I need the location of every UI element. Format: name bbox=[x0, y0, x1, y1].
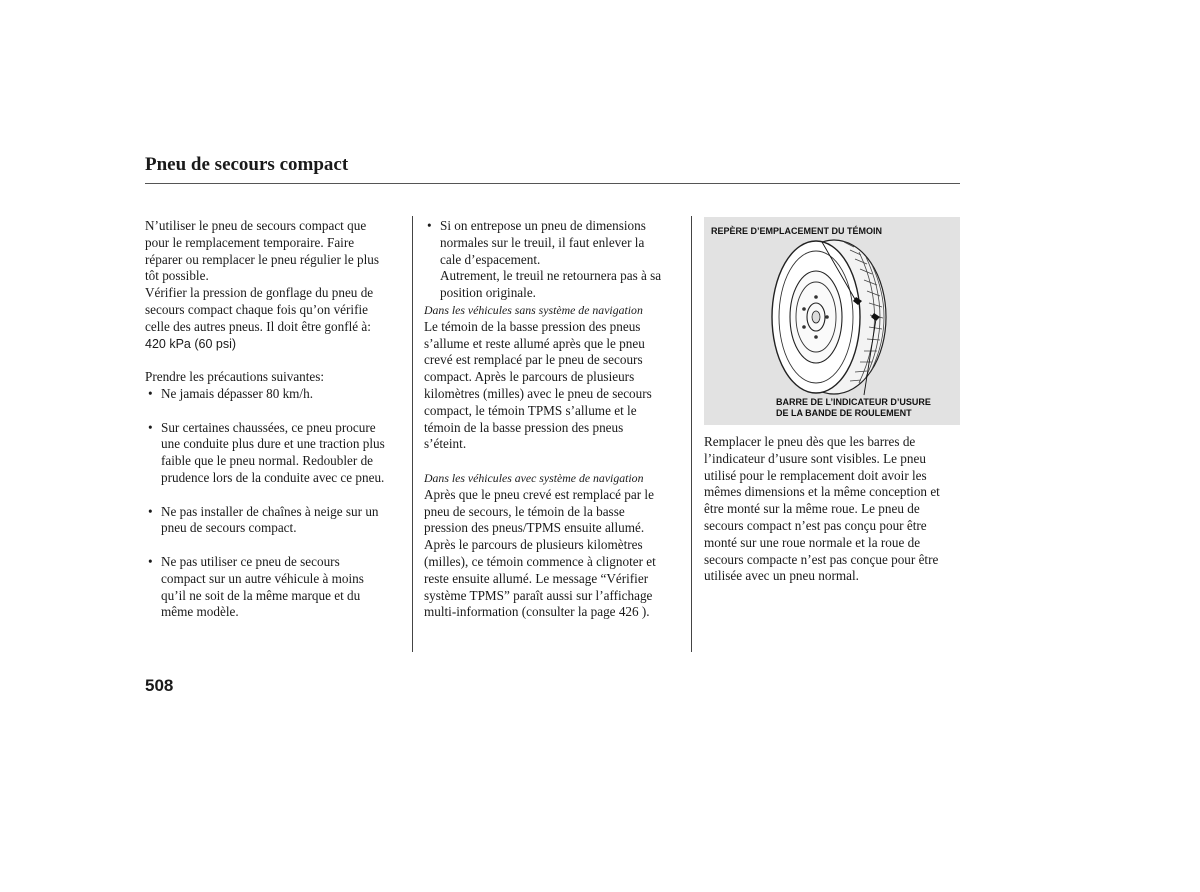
page-title: Pneu de secours compact bbox=[145, 154, 349, 175]
page-number: 508 bbox=[145, 676, 174, 695]
pressure-value: 420 kPa (60 psi) bbox=[145, 336, 237, 351]
column-1 bbox=[145, 218, 400, 621]
text-line: Le témoin de la basse pression des pneus bbox=[424, 318, 641, 334]
text-line: Après le parcours de plusieurs kilomètres bbox=[424, 537, 643, 553]
text-line: multi-information (consulter la page 426 ). bbox=[424, 604, 650, 620]
text-line: Ne jamais dépasser 80 km/h. bbox=[161, 385, 313, 401]
indicator-location-label: REPÈRE D’EMPLACEMENT DU TÉMOIN bbox=[711, 226, 883, 236]
column-2 bbox=[424, 218, 682, 621]
paragraph bbox=[424, 487, 682, 621]
text-line: compact, le témoin TPMS s’allume et le bbox=[424, 402, 637, 418]
text-line: pneu de secours compact. bbox=[161, 520, 297, 536]
bullet-icon: • bbox=[427, 218, 432, 233]
column-divider bbox=[412, 216, 413, 652]
text-line: monté sur une roue normale et la roue de bbox=[704, 534, 921, 550]
text-line: reste ensuite allumé. Le message “Vérifier bbox=[424, 570, 649, 586]
text-line: prudence lors de la conduite avec ce pneu. bbox=[161, 469, 385, 485]
text-line: Remplacer le pneu dès que les barres de bbox=[704, 434, 916, 449]
list-item bbox=[424, 218, 682, 302]
text-line: même modèle. bbox=[161, 604, 239, 620]
text-line: secours compacte n’est pas conçue pour être bbox=[704, 551, 939, 567]
text-line: secours compact n’est pas conçu pour être bbox=[704, 517, 927, 533]
paragraph bbox=[145, 218, 400, 285]
tire-illustration bbox=[704, 217, 960, 425]
text-line: Sur certaines chaussées, ce pneu procure bbox=[161, 419, 376, 435]
text-line: utilisé pour le remplacement doit avoir les bbox=[704, 467, 927, 483]
text-line: Après que le pneu crevé est remplacé par le bbox=[424, 486, 654, 502]
precautions-intro: Prendre les précautions suivantes: bbox=[145, 369, 325, 385]
bullet-icon: • bbox=[148, 385, 153, 401]
text-line: compact. Après le parcours de plusieurs bbox=[424, 369, 635, 385]
text-line: système TPMS” paraît aussi sur l’affichage bbox=[424, 587, 653, 603]
text-line: cale d’espacement. bbox=[440, 251, 541, 267]
text-line: pneu de secours, le témoin de la basse bbox=[424, 503, 625, 519]
text-line: s’allume et reste allumé après que le pneu bbox=[424, 335, 645, 351]
list-item bbox=[145, 554, 400, 621]
label-line: DE LA BANDE DE ROULEMENT bbox=[776, 407, 912, 418]
title-rule bbox=[145, 183, 960, 184]
list-item bbox=[145, 386, 400, 403]
text-line: s’éteint. bbox=[424, 436, 467, 452]
text-line: compact sur un autre véhicule à moins bbox=[161, 570, 364, 586]
paragraph bbox=[145, 285, 400, 352]
list-item bbox=[145, 504, 400, 538]
column-divider bbox=[691, 216, 692, 652]
bullet-icon: • bbox=[148, 419, 153, 435]
tire-figure bbox=[704, 217, 960, 425]
text-line: Ne pas installer de chaînes à neige sur un bbox=[161, 503, 379, 519]
text-line: (milles), ce témoin commence à clignoter et bbox=[424, 553, 656, 569]
text-line: normales sur le treuil, il faut enlever la bbox=[440, 234, 645, 250]
bullet-icon: • bbox=[148, 553, 153, 569]
text-line: faible que le pneu normal. Redoubler de bbox=[161, 453, 374, 469]
text-line: utilisée avec un pneu normal. bbox=[704, 568, 859, 584]
text-line: être monté sur la même roue. Le pneu de bbox=[704, 501, 920, 517]
column-3 bbox=[704, 434, 960, 585]
text-line: kilomètres (milles) avec le pneu de secours bbox=[424, 385, 652, 401]
text-line: témoin de la basse pression des pneus bbox=[424, 419, 624, 435]
text-line: l’indicateur d’usure sont visibles. Le pneu bbox=[704, 450, 926, 466]
wear-bar-label bbox=[776, 397, 931, 418]
bullet-icon: • bbox=[148, 503, 153, 519]
text-line: Si on entrepose un pneu de dimensions bbox=[440, 218, 646, 233]
text-line: tôt possible. bbox=[145, 268, 209, 284]
text-line: Vérifier la pression de gonflage du pneu de bbox=[145, 285, 374, 301]
text-line: celle des autres pneus. Il doit être gonflé à: bbox=[145, 318, 371, 334]
text-line: une conduite plus dure et une traction plus bbox=[161, 436, 385, 452]
label-line: BARRE DE L’INDICATEUR D’USURE bbox=[776, 397, 931, 407]
section-heading: Dans les véhicules avec système de navigation bbox=[424, 470, 644, 485]
text-line: mêmes dimensions et la même conception et bbox=[704, 484, 940, 500]
text-line: Ne pas utiliser ce pneu de secours bbox=[161, 553, 340, 569]
text-line: Autrement, le treuil ne retournera pas à sa bbox=[440, 268, 662, 284]
text-line: crevé est remplacé par le pneu de secours bbox=[424, 352, 643, 368]
paragraph bbox=[424, 319, 682, 453]
text-line: N’utiliser le pneu de secours compact que bbox=[145, 218, 367, 233]
text-line: qu’il ne soit de la même marque et du bbox=[161, 587, 361, 603]
text-line: pression des pneus/TPMS ensuite allumé. bbox=[424, 520, 645, 536]
paragraph bbox=[704, 434, 960, 585]
list-item bbox=[145, 420, 400, 487]
text-line: position originale. bbox=[440, 285, 536, 301]
text-line: pour le remplacement temporaire. Faire bbox=[145, 234, 355, 250]
text-line: réparer ou remplacer le pneu régulier le plus bbox=[145, 251, 379, 267]
section-heading: Dans les véhicules sans système de navigation bbox=[424, 302, 643, 317]
text-line: secours compact chaque fois qu’on vérifie bbox=[145, 301, 369, 317]
